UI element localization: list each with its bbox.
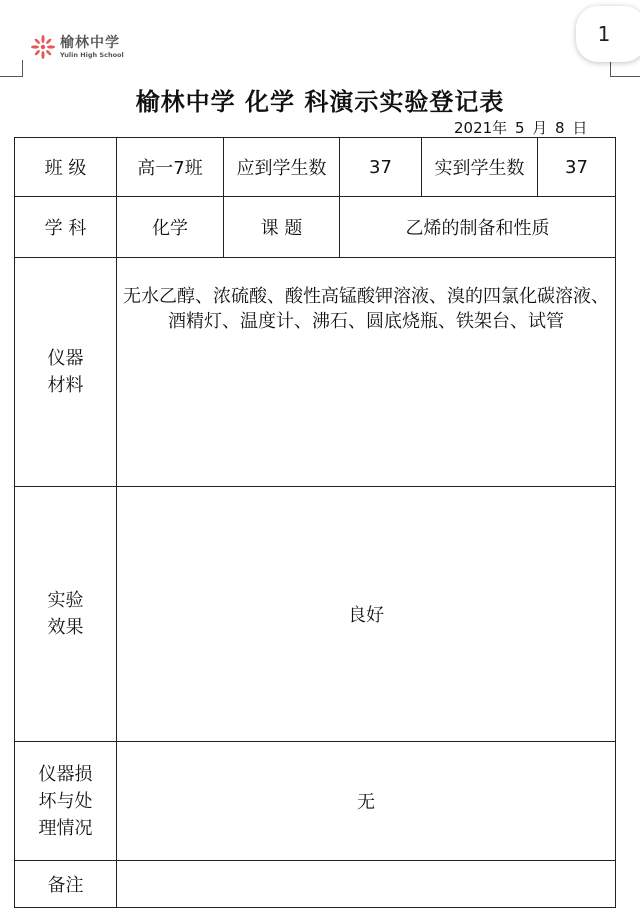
damage-label: 仪器损 坏与处 理情况 <box>15 742 117 861</box>
registration-table <box>14 137 616 908</box>
table-row <box>15 861 616 908</box>
page-number: 1 <box>597 22 611 46</box>
effect-label: 实验 效果 <box>15 487 117 742</box>
school-emblem-icon <box>30 34 56 60</box>
logo-name-cn: 榆林中学 <box>60 34 120 51</box>
logo-name-en: Yulin High School <box>60 50 124 59</box>
class-label: 班 级 <box>15 138 117 197</box>
table-row <box>15 487 616 742</box>
materials-value: 无水乙醇、浓硫酸、酸性高锰酸钾溶液、溴的四氯化碳溶液、酒精灯、温度计、沸石、圆底烧瓶、铁架台、试管 <box>117 258 616 487</box>
crop-mark-left <box>0 60 23 77</box>
remarks-label: 备注 <box>15 861 117 908</box>
actual-students-label: 实到学生数 <box>422 138 538 197</box>
expected-students-label: 应到学生数 <box>224 138 340 197</box>
page-title: 榆林中学 化学 科演示实验登记表 <box>135 88 505 116</box>
page-number-badge[interactable] <box>576 6 640 62</box>
table-row <box>15 138 616 197</box>
expected-students-value: 37 <box>340 138 422 197</box>
subject-label: 学 科 <box>15 197 117 258</box>
effect-value: 良好 <box>117 487 616 742</box>
subject-value: 化学 <box>117 197 224 258</box>
remarks-value <box>117 861 616 908</box>
school-logo <box>30 32 124 62</box>
table-row <box>15 197 616 258</box>
actual-students-value: 37 <box>538 138 616 197</box>
topic-value: 乙烯的制备和性质 <box>340 197 616 258</box>
class-value: 高一7班 <box>117 138 224 197</box>
damage-value: 无 <box>117 742 616 861</box>
table-row <box>15 742 616 861</box>
crop-mark-right <box>610 60 640 77</box>
record-date: 2021年 5 月 8 日 <box>454 119 588 137</box>
table-row <box>15 258 616 487</box>
materials-label: 仪器 材料 <box>15 258 117 487</box>
topic-label: 课 题 <box>224 197 340 258</box>
